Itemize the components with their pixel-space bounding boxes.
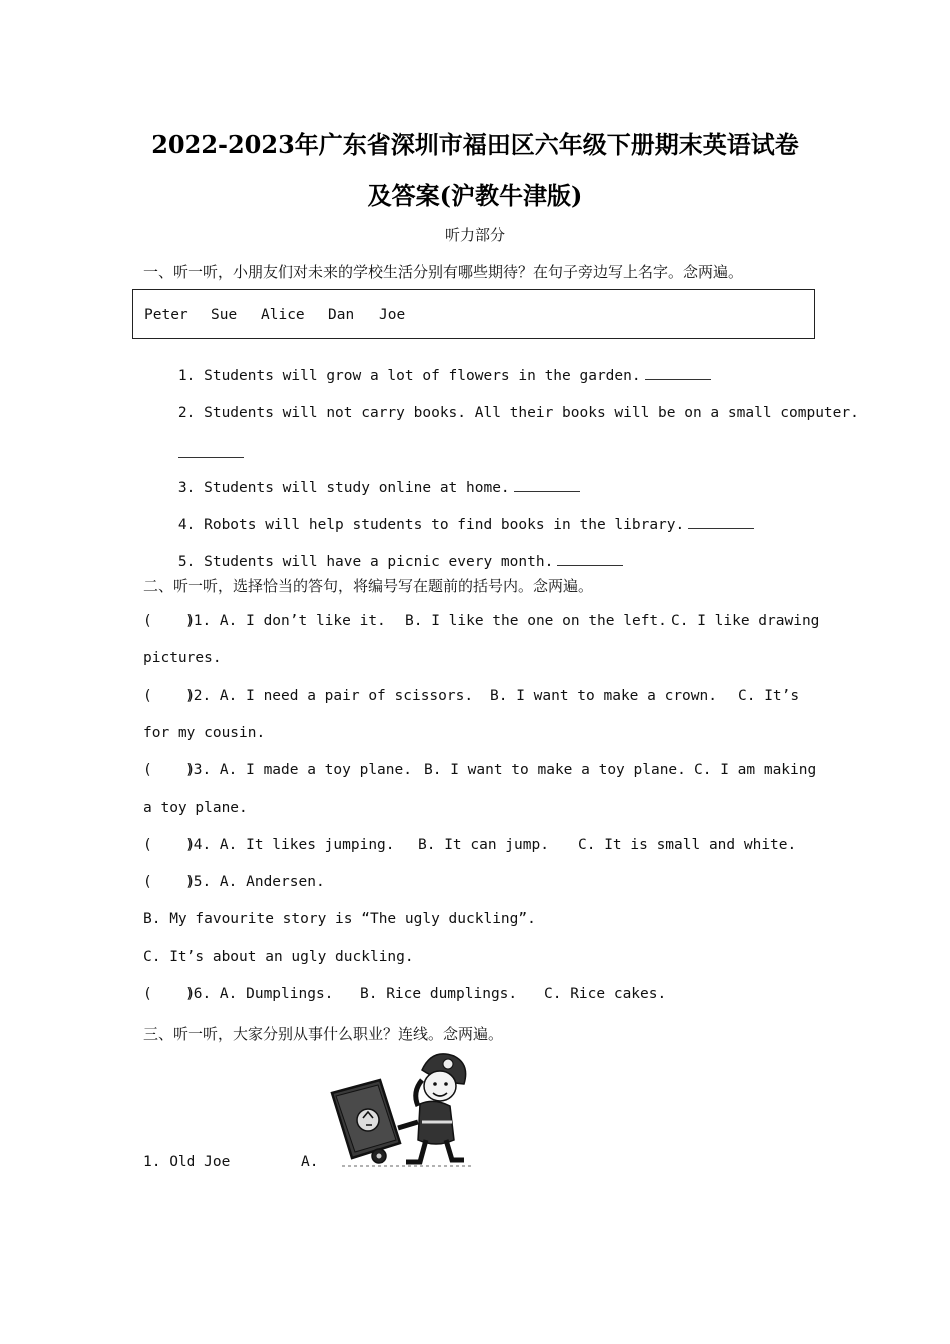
answer-blank[interactable] xyxy=(645,378,711,380)
q1-option-c: C. I like drawing xyxy=(671,613,820,629)
q5-option-c: C. It’s about an ugly duckling. xyxy=(143,949,414,965)
q6-option-c: C. Rice cakes. xyxy=(544,986,667,1002)
q4-option-c: C. It is small and white. xyxy=(578,837,797,853)
s1-item-4-text: 4. Robots will help students to find books in the library. xyxy=(177,517,685,533)
section1-heading: 一、听一听，小朋友们对未来的学校生活分别有哪些期待？在句子旁边写上名字。念两遍。 xyxy=(143,263,744,281)
q2-option-c: C. It’s xyxy=(738,688,800,704)
name-alice: Alice xyxy=(261,307,305,323)
s1-item-3-text: 3. Students will study online at home. xyxy=(177,480,510,496)
answer-paren[interactable]: ( ) xyxy=(143,688,196,704)
q1-option-c-cont: pictures. xyxy=(143,650,222,666)
q4-option-b: B. It can jump. xyxy=(418,837,549,853)
answer-blank[interactable] xyxy=(688,527,754,529)
exam-title-line-2: 及答案(沪教牛津版) xyxy=(367,181,583,210)
q2-option-a: )2. A. I need a pair of scissors. xyxy=(185,688,474,704)
q5-option-a: )5. A. Andersen. xyxy=(185,874,325,890)
exam-title-line-1: 2022-2023年广东省深圳市福田区六年级下册期末英语试卷 xyxy=(151,130,799,159)
answer-paren[interactable]: ( ) xyxy=(143,762,196,778)
answer-paren[interactable]: ( ) xyxy=(143,874,196,890)
name-joe: Joe xyxy=(379,307,406,323)
q6-option-a: )6. A. Dumplings. xyxy=(185,986,334,1002)
name-dan: Dan xyxy=(328,307,355,323)
q1-option-a: )1. A. I don’t like it. xyxy=(185,613,386,629)
s1-item-2-text: 2. Students will not carry books. All their books will be on a small computer. xyxy=(177,405,859,421)
sanitation-worker-illustration xyxy=(322,1048,472,1170)
q6-option-b: B. Rice dumplings. xyxy=(360,986,518,1002)
q5-option-b: B. My favourite story is “The ugly duckling”. xyxy=(143,911,536,927)
q2-option-b: B. I want to make a crown. xyxy=(490,688,717,704)
answer-paren[interactable]: ( ) xyxy=(143,986,196,1002)
section3-heading: 三、听一听，大家分别从事什么职业？连线。念两遍。 xyxy=(143,1025,504,1043)
answer-paren[interactable]: ( ) xyxy=(143,837,196,853)
answer-blank[interactable] xyxy=(557,564,623,566)
answer-blank[interactable] xyxy=(178,456,244,458)
q4-option-a: )4. A. It likes jumping. xyxy=(185,837,395,853)
answer-paren[interactable]: ( ) xyxy=(143,613,196,629)
s3-option-a: A. xyxy=(301,1154,319,1170)
listening-section-label: 听力部分 xyxy=(444,226,505,244)
q3-option-b: B. I want to make a toy plane. xyxy=(424,762,686,778)
q3-option-c-cont: a toy plane. xyxy=(143,800,248,816)
q1-option-b: B. I like the one on the left. xyxy=(405,613,667,629)
q2-option-c-cont: for my cousin. xyxy=(143,725,266,741)
name-box xyxy=(132,289,815,339)
q3-option-c: C. I am making xyxy=(694,762,817,778)
s1-item-5-text: 5. Students will have a picnic every month. xyxy=(177,554,554,570)
q3-option-a: )3. A. I made a toy plane. xyxy=(185,762,412,778)
s1-item-1-text: 1. Students will grow a lot of flowers in the garden. xyxy=(177,368,641,384)
section2-heading: 二、听一听，选择恰当的答句，将编号写在题前的括号内。念两遍。 xyxy=(143,577,594,595)
name-sue: Sue xyxy=(211,307,238,323)
name-peter: Peter xyxy=(144,307,188,323)
answer-blank[interactable] xyxy=(514,490,580,492)
s3-item-1: 1. Old Joe xyxy=(143,1154,231,1170)
s1-item-2 xyxy=(143,389,859,437)
